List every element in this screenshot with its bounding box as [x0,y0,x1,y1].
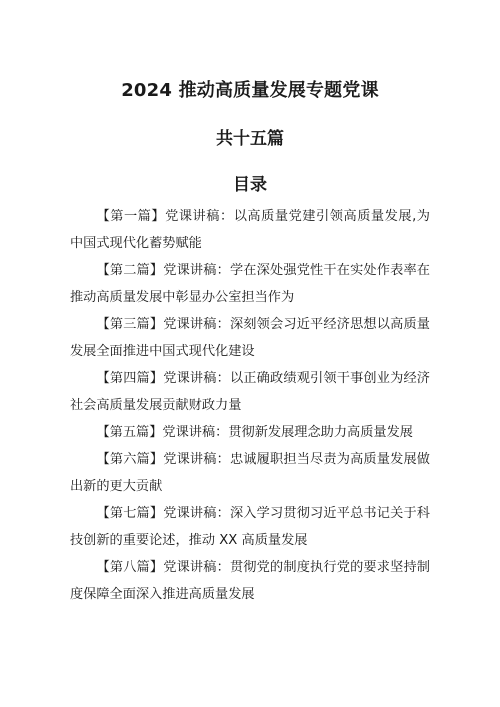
toc-entry-6[interactable]: 【第六篇】党课讲稿：忠诚履职担当尽责为高质量发展做出新的更大贡献 [70,452,430,494]
toc-entry-3[interactable]: 【第三篇】党课讲稿：深刻领会习近平经济思想以高质量发展全面推进中国式现代化建设 [70,317,430,359]
toc-entry-2[interactable]: 【第二篇】党课讲稿：学在深处强党性干在实处作表率在推动高质量发展中彰显办公室担当作为 [70,263,430,305]
table-of-contents [70,203,430,608]
toc-entry-1[interactable]: 【第一篇】党课讲稿：以高质量党建引领高质量发展,为中国式现代化蓄势赋能 [70,209,430,251]
toc-entry-4[interactable]: 【第四篇】党课讲稿：以正确政绩观引领干事创业为经济社会高质量发展贡献财政力量 [70,371,430,413]
toc-heading: 目录 [233,175,267,195]
toc-entry-5[interactable]: 【第五篇】党课讲稿：贯彻新发展理念助力高质量发展 [96,425,413,440]
toc-entry-7[interactable]: 【第七篇】党课讲稿：深入学习贯彻习近平总书记关于科技创新的重要论述，推动 XX 高质量发展 [70,506,430,548]
document-title: 2024 推动高质量发展专题党课 [121,80,379,101]
toc-entry-8[interactable]: 【第八篇】党课讲稿：贯彻党的制度执行党的要求坚持制度保障全面深入推进高质量发展 [70,560,430,602]
document-subtitle: 共十五篇 [216,129,284,149]
